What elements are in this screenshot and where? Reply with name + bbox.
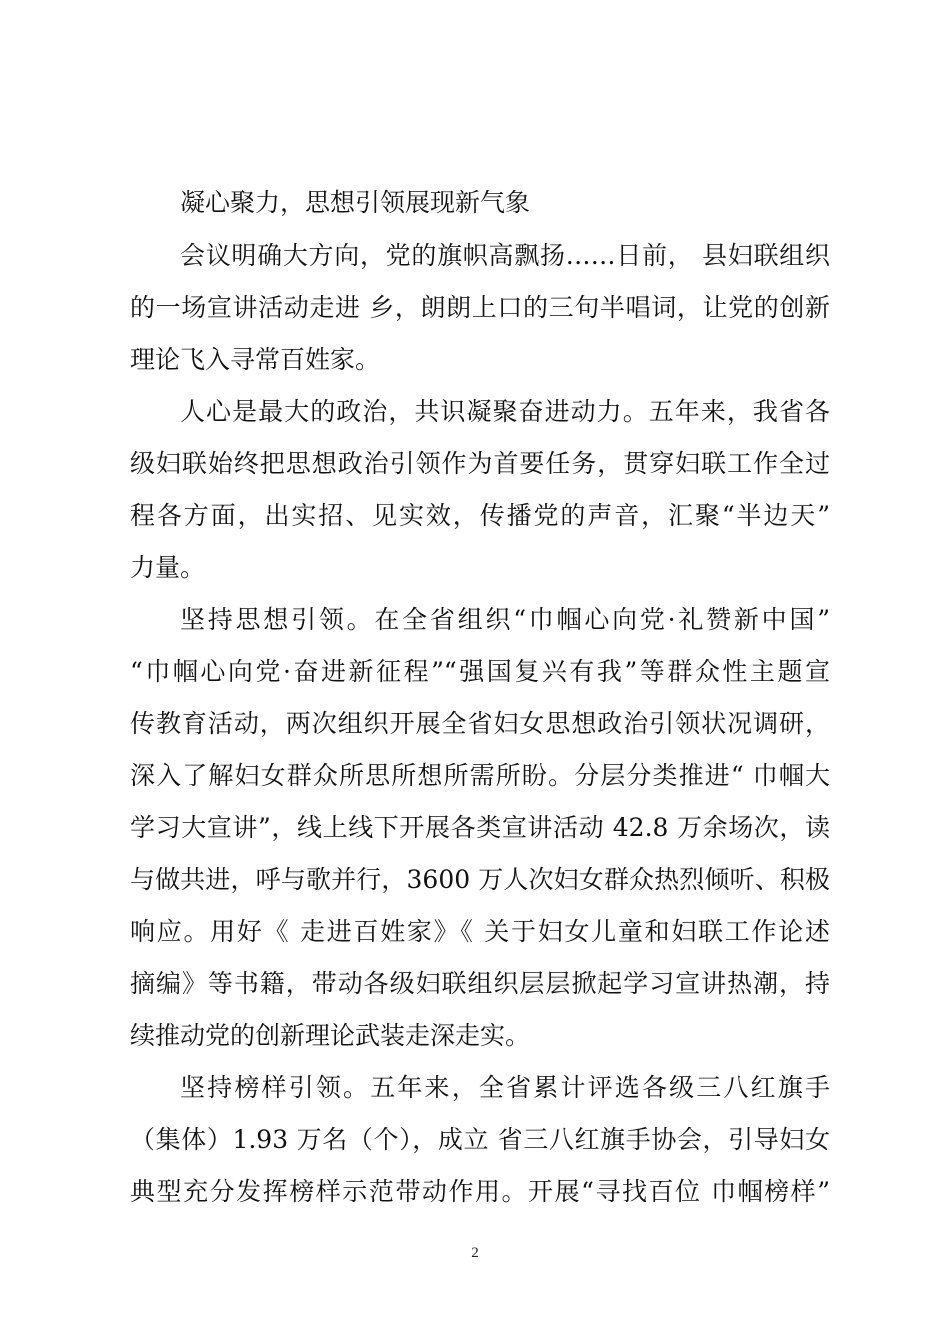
paragraph-line: 传教育活动，两次组织开展全省妇女思想政治引领状况调研， [130, 709, 830, 738]
paragraph-line: 会议明确大方向，党的旗帜高飘扬……日前， 县妇联组织 [180, 241, 830, 270]
paragraph-line: （集体）1.93 万名（个），成立 省三八红旗手协会，引导妇女 [130, 1125, 830, 1154]
paragraph-line: 力量。 [130, 553, 206, 582]
paragraph-line: 学习大宣讲”，线上线下开展各类宣讲活动 42.8 万余场次，读 [130, 813, 830, 842]
section-heading: 凝心聚力，思想引领展现新气象 [180, 188, 531, 217]
paragraph-line: 续推动党的创新理论武装走深走实。 [130, 1021, 531, 1050]
paragraph-line: 程各方面，出实招、见实效，传播党的声音，汇聚“半边天” [130, 501, 830, 530]
paragraph-line: 典型充分发挥榜样示范带动作用。开展“寻找百位 巾帼榜样” [130, 1177, 830, 1206]
paragraph-line: 深入了解妇女群众所思所想所需所盼。分层分类推进“ 巾帼大 [130, 761, 830, 790]
paragraph-line: 级妇联始终把思想政治引领作为首要任务，贯穿妇联工作全过 [130, 449, 830, 478]
paragraph-line: 的一场宣讲活动走进 乡，朗朗上口的三句半唱词，让党的创新 [130, 293, 830, 322]
paragraph-line: “巾帼心向党·奋进新征程”“强国复兴有我”等群众性主题宣 [130, 657, 830, 686]
paragraph-line: 响应。用好《 走进百姓家》《 关于妇女儿童和妇联工作论述 [130, 917, 830, 946]
paragraph-line: 人心是最大的政治，共识凝聚奋进动力。五年来，我省各 [180, 397, 830, 426]
page-number: 2 [471, 1245, 479, 1261]
paragraph-line: 摘编》等书籍，带动各级妇联组织层层掀起学习宣讲热潮，持 [130, 969, 830, 998]
paragraph-line: 坚持思想引领。在全省组织“巾帼心向党·礼赞新中国” [180, 605, 830, 634]
paragraph-line: 与做共进，呼与歌并行，3600 万人次妇女群众热烈倾听、积极 [130, 865, 830, 894]
paragraph-line: 坚持榜样引领。五年来，全省累计评选各级三八红旗手 [180, 1073, 830, 1102]
paragraph-line: 理论飞入寻常百姓家。 [130, 345, 381, 374]
